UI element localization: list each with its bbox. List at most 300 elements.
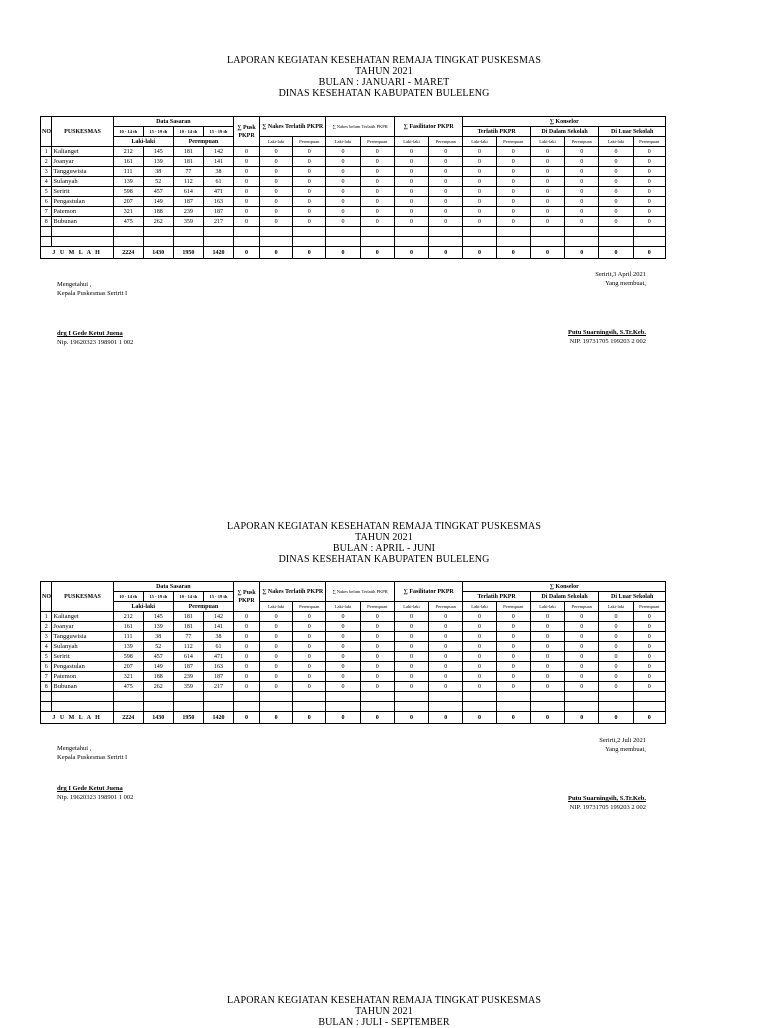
row-value: 0 xyxy=(463,612,496,622)
total-label: J U M L A H xyxy=(41,247,114,259)
row-value: 163 xyxy=(203,662,233,672)
table-row xyxy=(41,642,666,652)
total-value: 1430 xyxy=(143,247,173,259)
sign-left-2 xyxy=(57,744,133,802)
row-value: 0 xyxy=(259,157,292,167)
blank-cell xyxy=(203,227,233,237)
blank-cell xyxy=(293,692,326,702)
blank-cell xyxy=(52,692,113,702)
blank-cell xyxy=(52,237,113,247)
blank-cell xyxy=(234,237,260,247)
row-value: 188 xyxy=(143,672,173,682)
row-value: 0 xyxy=(633,662,665,672)
row-value: 0 xyxy=(394,642,428,652)
report-1-table xyxy=(40,116,666,259)
head-role: Kepala Puskesmas Seririt I xyxy=(57,754,128,761)
col-no-header: NO xyxy=(41,117,52,147)
row-value: 262 xyxy=(143,217,173,227)
row-value: 0 xyxy=(496,622,530,632)
terlatih-pkpr-header: Terlatih PKPR xyxy=(463,127,530,137)
row-value: 0 xyxy=(326,217,360,227)
row-number: 2 xyxy=(41,622,52,632)
gender-sub-header: Perempuan xyxy=(633,137,665,147)
row-value: 207 xyxy=(113,197,143,207)
row-value: 141 xyxy=(203,157,233,167)
di-dalam-sekolah-header: Di Dalam Sekolah xyxy=(530,592,599,602)
pusk-pkpr-header: ∑ Pusk PKPR xyxy=(234,582,260,612)
total-value: 0 xyxy=(633,712,665,724)
row-value: 0 xyxy=(394,622,428,632)
row-value: 0 xyxy=(326,167,360,177)
row-value: 0 xyxy=(633,187,665,197)
row-value: 112 xyxy=(173,177,203,187)
row-value: 0 xyxy=(259,652,292,662)
row-value: 0 xyxy=(599,167,633,177)
row-value: 0 xyxy=(463,207,496,217)
blank-cell xyxy=(293,227,326,237)
blank-cell xyxy=(234,227,260,237)
report-1-title xyxy=(0,55,768,99)
row-value: 0 xyxy=(234,632,260,642)
blank-cell xyxy=(463,692,496,702)
row-value: 217 xyxy=(203,217,233,227)
total-value: 0 xyxy=(234,712,260,724)
row-value: 0 xyxy=(429,217,463,227)
blank-cell xyxy=(293,702,326,712)
row-value: 0 xyxy=(429,632,463,642)
row-value: 0 xyxy=(234,642,260,652)
row-value: 0 xyxy=(293,632,326,642)
row-value: 0 xyxy=(530,632,564,642)
row-value: 0 xyxy=(326,682,360,692)
row-value: 0 xyxy=(259,187,292,197)
age-range-header: 10 - 14 th xyxy=(113,592,143,602)
row-value: 0 xyxy=(394,662,428,672)
row-value: 0 xyxy=(326,157,360,167)
row-number: 5 xyxy=(41,187,52,197)
blank-cell xyxy=(203,702,233,712)
total-value: 0 xyxy=(565,247,599,259)
row-value: 0 xyxy=(259,197,292,207)
row-value: 0 xyxy=(496,167,530,177)
row-value: 0 xyxy=(360,652,394,662)
di-luar-sekolah-header: Di Luar Sekolah xyxy=(599,592,666,602)
row-value: 614 xyxy=(173,187,203,197)
blank-cell xyxy=(599,227,633,237)
blank-cell xyxy=(429,227,463,237)
row-value: 321 xyxy=(113,672,143,682)
row-value: 475 xyxy=(113,682,143,692)
row-value: 0 xyxy=(394,157,428,167)
row-value: 38 xyxy=(143,167,173,177)
row-value: 0 xyxy=(565,642,599,652)
row-value: 0 xyxy=(394,612,428,622)
row-value: 212 xyxy=(113,147,143,157)
report-period: BULAN : JANUARI - MARET xyxy=(318,77,450,88)
head-nip: Nip. 19620323 198901 1 002 xyxy=(57,794,134,801)
row-value: 0 xyxy=(360,672,394,682)
row-value: 0 xyxy=(259,167,292,177)
row-value: 0 xyxy=(496,197,530,207)
row-value: 0 xyxy=(463,632,496,642)
row-value: 0 xyxy=(429,642,463,652)
row-value: 0 xyxy=(293,662,326,672)
place-date: Seririt,3 April 2021 xyxy=(595,271,646,278)
row-value: 0 xyxy=(496,187,530,197)
blank-cell xyxy=(429,702,463,712)
fasilitator-header: ∑ Fasilitator PKPR xyxy=(394,117,463,137)
report-year: TAHUN 2021 xyxy=(355,1006,413,1017)
age-range-header: 15 - 19 th xyxy=(203,592,233,602)
total-value: 1950 xyxy=(173,247,203,259)
blank-cell xyxy=(113,237,143,247)
row-value: 0 xyxy=(496,207,530,217)
row-value: 187 xyxy=(203,207,233,217)
total-value: 0 xyxy=(259,247,292,259)
row-value: 0 xyxy=(360,157,394,167)
row-value: 181 xyxy=(173,622,203,632)
row-value: 0 xyxy=(394,217,428,227)
row-value: 0 xyxy=(633,157,665,167)
row-value: 0 xyxy=(633,672,665,682)
blank-row xyxy=(41,227,666,237)
blank-cell xyxy=(259,227,292,237)
report-2-table xyxy=(40,581,666,724)
blank-cell xyxy=(565,227,599,237)
row-value: 207 xyxy=(113,662,143,672)
row-value: 0 xyxy=(326,622,360,632)
row-value: 0 xyxy=(496,672,530,682)
total-value: 0 xyxy=(326,712,360,724)
row-value: 0 xyxy=(565,632,599,642)
row-value: 457 xyxy=(143,652,173,662)
row-value: 145 xyxy=(143,147,173,157)
row-value: 0 xyxy=(234,207,260,217)
perempuan-header: Perempuan xyxy=(173,602,233,612)
table-row xyxy=(41,612,666,622)
age-range-header: 15 - 19 th xyxy=(143,127,173,137)
row-value: 0 xyxy=(530,642,564,652)
blank-cell xyxy=(496,227,530,237)
row-value: 457 xyxy=(143,187,173,197)
row-value: 0 xyxy=(496,662,530,672)
row-value: 0 xyxy=(394,682,428,692)
total-value: 0 xyxy=(360,247,394,259)
row-value: 598 xyxy=(113,652,143,662)
blank-cell xyxy=(143,237,173,247)
row-value: 181 xyxy=(173,157,203,167)
place-date: Seririt,2 Juli 2021 xyxy=(599,737,646,744)
row-value: 0 xyxy=(293,622,326,632)
row-value: 0 xyxy=(293,167,326,177)
table-row xyxy=(41,207,666,217)
total-row xyxy=(41,247,666,259)
row-value: 0 xyxy=(633,207,665,217)
total-value: 2224 xyxy=(113,712,143,724)
row-value: 0 xyxy=(530,672,564,682)
total-value: 0 xyxy=(360,712,394,724)
maker-nip: NIP. 19731705 199203 2 002 xyxy=(569,338,646,345)
total-value: 0 xyxy=(293,712,326,724)
gender-sub-header: Perempuan xyxy=(633,602,665,612)
row-value: 38 xyxy=(143,632,173,642)
row-value: 52 xyxy=(143,642,173,652)
total-value: 0 xyxy=(530,247,564,259)
blank-cell xyxy=(360,702,394,712)
row-value: 61 xyxy=(203,642,233,652)
row-value: 0 xyxy=(429,147,463,157)
data-sasaran-header: Data Sasaran xyxy=(113,117,233,127)
head-nip: Nip. 19620323 198901 1 002 xyxy=(57,339,134,346)
row-value: 0 xyxy=(234,652,260,662)
row-value: 212 xyxy=(113,612,143,622)
row-value: 0 xyxy=(326,187,360,197)
row-number: 1 xyxy=(41,612,52,622)
row-number: 5 xyxy=(41,652,52,662)
row-value: 262 xyxy=(143,682,173,692)
total-value: 0 xyxy=(496,712,530,724)
row-value: 0 xyxy=(463,167,496,177)
row-value: 0 xyxy=(360,632,394,642)
gender-sub-header: Laki-laki xyxy=(394,137,428,147)
row-value: 0 xyxy=(565,652,599,662)
total-value: 0 xyxy=(326,247,360,259)
table-row xyxy=(41,187,666,197)
row-number: 4 xyxy=(41,177,52,187)
gender-sub-header: Laki-laki xyxy=(599,137,633,147)
nakes-terlatih-header: ∑ Nakes Terlatih PKPR xyxy=(259,117,325,137)
gender-sub-header: Perempuan xyxy=(293,137,326,147)
row-value: 0 xyxy=(259,642,292,652)
gender-sub-header: Perempuan xyxy=(565,602,599,612)
row-value: 598 xyxy=(113,187,143,197)
row-value: 0 xyxy=(496,632,530,642)
maker-label: Yang membuat, xyxy=(605,746,646,753)
gender-sub-header: Perempuan xyxy=(293,602,326,612)
row-value: 181 xyxy=(173,612,203,622)
row-value: 0 xyxy=(599,632,633,642)
age-range-header: 15 - 19 th xyxy=(203,127,233,137)
row-value: 0 xyxy=(429,612,463,622)
row-value: 142 xyxy=(203,612,233,622)
blank-cell xyxy=(429,692,463,702)
row-value: 0 xyxy=(394,632,428,642)
row-value: 0 xyxy=(599,672,633,682)
row-puskesmas-name: Tangguwisia xyxy=(52,167,113,177)
maker-name: Putu Suarningsih, S.Tr.Keb. xyxy=(567,329,646,336)
row-value: 0 xyxy=(599,652,633,662)
row-value: 0 xyxy=(394,652,428,662)
blank-cell xyxy=(633,237,665,247)
row-value: 0 xyxy=(326,147,360,157)
row-value: 359 xyxy=(173,682,203,692)
blank-cell xyxy=(530,227,564,237)
blank-cell xyxy=(394,227,428,237)
blank-cell xyxy=(633,692,665,702)
row-puskesmas-name: Seririt xyxy=(52,652,113,662)
row-value: 0 xyxy=(565,207,599,217)
gender-sub-header: Perempuan xyxy=(429,137,463,147)
gender-sub-header: Laki-laki xyxy=(326,137,360,147)
row-value: 0 xyxy=(234,197,260,207)
row-value: 0 xyxy=(633,682,665,692)
report-2-title xyxy=(0,521,768,565)
row-value: 0 xyxy=(463,652,496,662)
blank-cell xyxy=(599,692,633,702)
blank-cell xyxy=(259,237,292,247)
table-row xyxy=(41,167,666,177)
row-value: 0 xyxy=(293,197,326,207)
blank-cell xyxy=(599,702,633,712)
blank-cell xyxy=(394,237,428,247)
row-puskesmas-name: Kalianget xyxy=(52,147,113,157)
row-value: 0 xyxy=(633,167,665,177)
row-value: 111 xyxy=(113,632,143,642)
row-value: 0 xyxy=(463,662,496,672)
row-value: 38 xyxy=(203,167,233,177)
gender-sub-header: Laki-laki xyxy=(530,602,564,612)
report-title-line: LAPORAN KEGIATAN KESEHATAN REMAJA TINGKAT PUSKESMAS xyxy=(227,55,541,66)
table-row xyxy=(41,197,666,207)
row-value: 142 xyxy=(203,147,233,157)
blank-cell xyxy=(173,237,203,247)
row-value: 0 xyxy=(599,612,633,622)
blank-cell xyxy=(530,237,564,247)
row-value: 239 xyxy=(173,207,203,217)
sign-right-2 xyxy=(540,736,646,812)
row-value: 0 xyxy=(326,612,360,622)
row-value: 187 xyxy=(173,662,203,672)
row-value: 0 xyxy=(259,147,292,157)
konselor-header: ∑ Konselor xyxy=(463,582,666,592)
row-puskesmas-name: Bubunan xyxy=(52,682,113,692)
row-value: 0 xyxy=(599,207,633,217)
gender-sub-header: Laki-laki xyxy=(530,137,564,147)
blank-cell xyxy=(360,237,394,247)
nakes-belum-header: ∑ Nakes belum Terlatih PKPR xyxy=(326,117,395,137)
row-value: 475 xyxy=(113,217,143,227)
maker-label: Yang membuat, xyxy=(605,280,646,287)
gender-sub-header: Laki-laki xyxy=(259,137,292,147)
row-value: 0 xyxy=(234,217,260,227)
row-puskesmas-name: Tangguwisia xyxy=(52,632,113,642)
row-value: 0 xyxy=(565,187,599,197)
blank-cell xyxy=(463,227,496,237)
row-value: 0 xyxy=(259,177,292,187)
row-value: 0 xyxy=(293,642,326,652)
blank-row xyxy=(41,702,666,712)
row-value: 0 xyxy=(565,147,599,157)
row-value: 0 xyxy=(530,157,564,167)
age-range-header: 10 - 14 th xyxy=(113,127,143,137)
row-value: 0 xyxy=(360,197,394,207)
total-value: 1420 xyxy=(203,247,233,259)
blank-cell xyxy=(360,692,394,702)
total-value: 0 xyxy=(259,712,292,724)
row-value: 112 xyxy=(173,642,203,652)
blank-cell xyxy=(41,237,52,247)
age-range-header: 10 - 14 th xyxy=(173,592,203,602)
table-row xyxy=(41,622,666,632)
blank-cell xyxy=(143,692,173,702)
row-value: 0 xyxy=(429,177,463,187)
row-value: 0 xyxy=(429,157,463,167)
row-value: 0 xyxy=(463,187,496,197)
report-3-title xyxy=(0,995,768,1028)
row-value: 145 xyxy=(143,612,173,622)
row-value: 0 xyxy=(234,682,260,692)
row-value: 0 xyxy=(360,147,394,157)
row-value: 0 xyxy=(565,217,599,227)
row-value: 0 xyxy=(463,177,496,187)
row-value: 0 xyxy=(599,622,633,632)
row-value: 0 xyxy=(259,662,292,672)
row-value: 0 xyxy=(633,612,665,622)
blank-row xyxy=(41,692,666,702)
row-value: 0 xyxy=(599,662,633,672)
blank-cell xyxy=(41,692,52,702)
blank-cell xyxy=(52,227,113,237)
blank-cell xyxy=(565,237,599,247)
total-value: 0 xyxy=(293,247,326,259)
gender-sub-header: Perempuan xyxy=(360,602,394,612)
laki-laki-header: Laki-laki xyxy=(113,602,173,612)
total-value: 2224 xyxy=(113,247,143,259)
row-value: 0 xyxy=(496,177,530,187)
row-puskesmas-name: Pengastulan xyxy=(52,662,113,672)
row-value: 0 xyxy=(360,612,394,622)
row-value: 0 xyxy=(293,682,326,692)
row-value: 0 xyxy=(326,632,360,642)
report-title-line: LAPORAN KEGIATAN KESEHATAN REMAJA TINGKAT PUSKESMAS xyxy=(227,995,541,1006)
perempuan-header: Perempuan xyxy=(173,137,233,147)
acknowledge-label: Mengetahui , xyxy=(57,745,92,752)
row-value: 0 xyxy=(360,642,394,652)
row-value: 161 xyxy=(113,157,143,167)
report-agency: DINAS KESEHATAN KABUPATEN BULELENG xyxy=(278,88,490,99)
row-value: 139 xyxy=(143,622,173,632)
blank-cell xyxy=(360,227,394,237)
row-value: 0 xyxy=(293,187,326,197)
row-value: 0 xyxy=(360,207,394,217)
row-value: 0 xyxy=(234,612,260,622)
row-value: 0 xyxy=(360,622,394,632)
row-value: 0 xyxy=(530,187,564,197)
gender-sub-header: Laki-laki xyxy=(326,602,360,612)
blank-cell xyxy=(293,237,326,247)
row-value: 0 xyxy=(530,197,564,207)
report-year: TAHUN 2021 xyxy=(355,66,413,77)
row-number: 8 xyxy=(41,682,52,692)
total-value: 0 xyxy=(394,712,428,724)
age-range-header: 10 - 14 th xyxy=(173,127,203,137)
row-number: 3 xyxy=(41,632,52,642)
row-value: 0 xyxy=(234,187,260,197)
row-value: 0 xyxy=(429,197,463,207)
row-value: 0 xyxy=(599,682,633,692)
gender-sub-header: Laki-laki xyxy=(463,602,496,612)
blank-cell xyxy=(173,692,203,702)
row-value: 0 xyxy=(599,197,633,207)
row-value: 217 xyxy=(203,682,233,692)
row-number: 4 xyxy=(41,642,52,652)
row-value: 0 xyxy=(633,177,665,187)
blank-cell xyxy=(394,702,428,712)
blank-cell xyxy=(113,227,143,237)
fasilitator-header: ∑ Fasilitator PKPR xyxy=(394,582,463,602)
row-value: 163 xyxy=(203,197,233,207)
row-value: 139 xyxy=(113,177,143,187)
